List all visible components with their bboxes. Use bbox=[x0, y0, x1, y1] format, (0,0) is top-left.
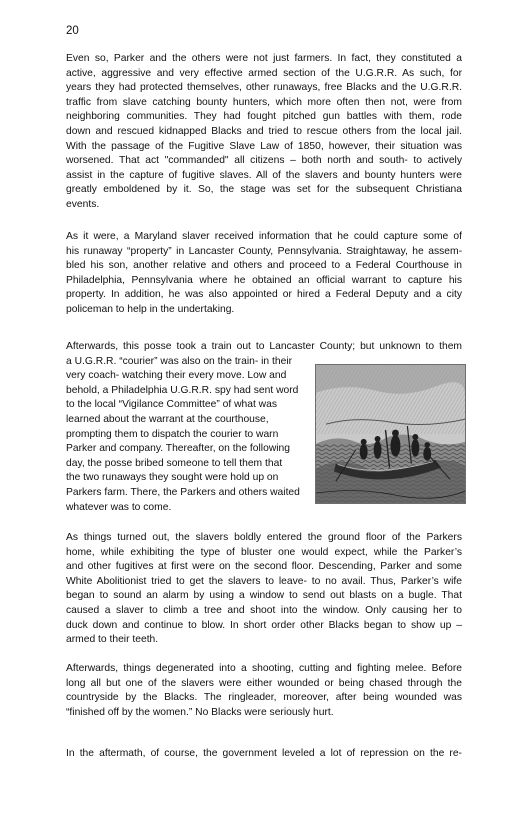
text-line: In the aftermath, of course, the government leveled a lot of repression on the re- bbox=[66, 748, 462, 759]
text-line: down and rescued kidnapped Blacks and tried to rescue others from the local jail. bbox=[66, 125, 462, 137]
text-line: property. In addition, he was also appointed or hired a Federal Deputy and a city bbox=[66, 289, 462, 301]
text-line: Philadelphia, Pennsylvania where he obtained an official warrant to capture his bbox=[66, 274, 462, 286]
text-line: Parkers farm. There, the Parkers and others waited bbox=[66, 486, 300, 498]
text-line: to the local “Vigilance Committee” of what was bbox=[66, 399, 277, 411]
paragraph-5 bbox=[66, 662, 462, 720]
engraving-image bbox=[316, 365, 465, 503]
text-line: assist in the capture of fugitive slaves. All of the slavers and bounty hunters were bbox=[66, 169, 462, 181]
page-number: 20 bbox=[66, 25, 79, 37]
text-line: greatly emboldened by it. So, the stage was set for the subsequent Christiana bbox=[66, 184, 462, 196]
text-line: neighboring communities. They had fought pitched gun battles with them, rode bbox=[66, 111, 462, 123]
text-line: White Abolitionist tried to get the slavers to leave- to no avail. Thus, Parker’s wife bbox=[66, 575, 462, 587]
text-line: the two runaways they sought were hold up on bbox=[66, 472, 279, 484]
text-line: began to sound an alarm by using a window to send out blasts on a bugle. That bbox=[66, 590, 462, 602]
text-line: worsened. That act "commanded" all citizens – both north and south- to actively bbox=[66, 155, 462, 167]
paragraph-4 bbox=[66, 531, 462, 648]
text-line: home, while exhibiting the type of bluster one would expect, while the Parker’s bbox=[66, 546, 462, 558]
text-line: day, the posse bribed someone to tell them that bbox=[66, 457, 283, 469]
text-line: countryside by the Blacks. The ringleader, moreover, after being wounded was bbox=[66, 692, 462, 704]
text-line: events. bbox=[66, 198, 100, 210]
text-line: years they had protected themselves, other runaways, free Blacks and the U.G.R.R. bbox=[66, 82, 462, 94]
text-line: duck down and continue to blow. In short order other Blacks began to show up – bbox=[66, 619, 462, 631]
paragraph-1 bbox=[66, 52, 462, 213]
text-line: caused a slaver to climb a tree and shoot into the window. Only causing her to bbox=[66, 604, 462, 616]
text-line: With the passage of the Fugitive Slave Law of 1850, however, their situation was bbox=[66, 140, 462, 152]
text-line: and other fugitives at first were on the second floor. Descending, Parker and some bbox=[66, 561, 462, 573]
text-line: “finished off by the women.” No Blacks were seriously hurt. bbox=[66, 706, 334, 718]
text-line: As things turned out, the slavers boldly entered the ground floor of the Parkers bbox=[66, 532, 462, 543]
text-line: learned about the warrant at the courthouse, bbox=[66, 413, 269, 425]
text-line: prompting them to dispatch the courier to warn bbox=[66, 428, 279, 440]
text-line: bled his son, another relative and others and proceed to a Federal Courthouse in bbox=[66, 260, 462, 272]
paragraph-6 bbox=[66, 747, 462, 762]
text-line: Afterwards, things degenerated into a shooting, cutting and fighting melee. Before bbox=[66, 663, 462, 674]
text-line: a U.G.R.R. “courier” was also on the train- in their bbox=[66, 355, 293, 367]
text-line: behold, a Philadelphia U.G.R.R. spy had sent word bbox=[66, 384, 299, 396]
text-line: As it were, a Maryland slaver received information that he could capture some of bbox=[66, 231, 462, 242]
boat-engraving-illustration bbox=[315, 364, 466, 504]
text-line: active, aggressive and very effective armed section of the U.G.R.R. As such, for bbox=[66, 67, 462, 79]
text-line: armed to their teeth. bbox=[66, 634, 159, 646]
text-line: Parker and company. Thereafter, on the following bbox=[66, 443, 290, 455]
text-line: Afterwards, this posse took a train out to Lancaster County; but unknown to them bbox=[66, 341, 462, 352]
text-line: policeman to help in the undertaking. bbox=[66, 303, 235, 315]
text-line: whatever was to come. bbox=[66, 501, 172, 513]
text-line: long all but one of the slavers were either wounded or being chased through the bbox=[66, 677, 462, 689]
text-line: very coach- watching their every move. Low and bbox=[66, 370, 287, 382]
paragraph-2 bbox=[66, 230, 462, 318]
text-line: his runaway “property” in Lancaster County, Pennsylvania. Straightaway, he assem- bbox=[66, 245, 462, 257]
text-line: Even so, Parker and the others were not just farmers. In fact, they constituted a bbox=[66, 53, 462, 64]
text-line: traffic from slave catching bounty hunters, which more often then not, were from bbox=[66, 96, 462, 108]
